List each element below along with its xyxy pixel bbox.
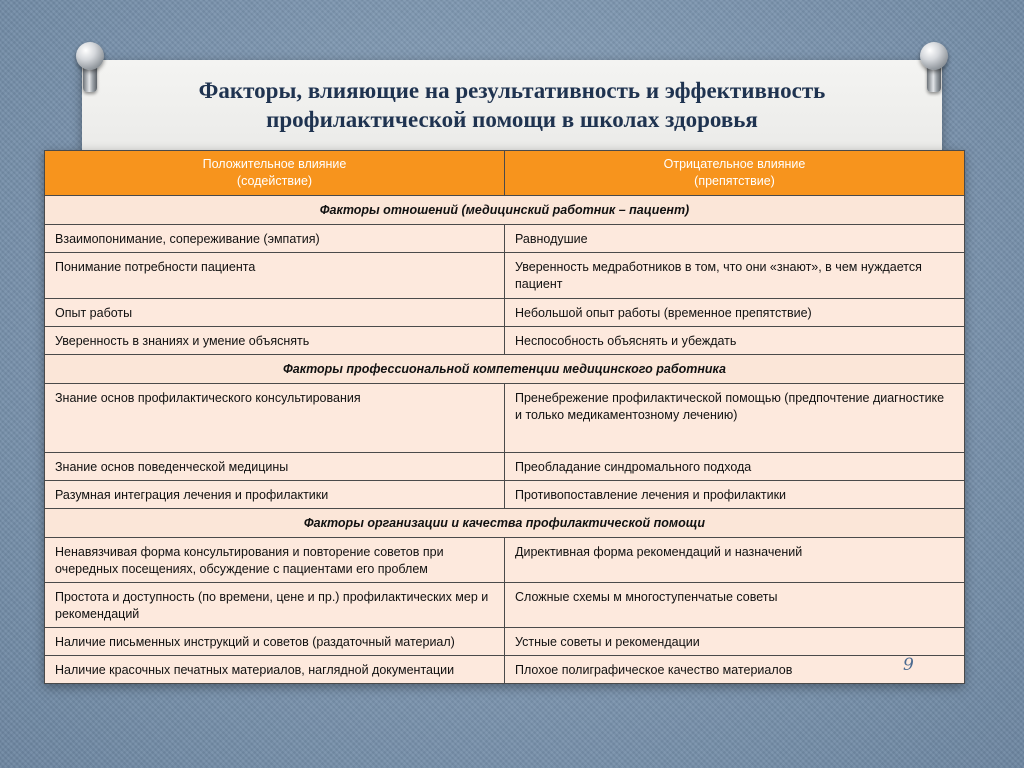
- page-number: 9: [903, 655, 914, 675]
- positive-cell: Простота и доступность (по времени, цене и пр.) профилактических мер и рекомендаций: [45, 583, 505, 628]
- table-row: [45, 628, 965, 656]
- negative-cell: Уверенность медработников в том, что они «знают», в чем нуждается пациент: [505, 253, 965, 299]
- table-row: [45, 583, 965, 628]
- positive-cell: Ненавязчивая форма консультирования и повторение советов при очередных посещениях, обсуждение с пациентами его проблем: [45, 538, 505, 583]
- negative-cell: Директивная форма рекомендаций и назначений: [505, 538, 965, 583]
- slide-title-line-1: Факторы, влияющие на результативность и эффективность: [198, 78, 826, 103]
- negative-cell: Преобладание синдромального подхода: [505, 453, 965, 481]
- section-title: Факторы отношений (медицинский работник – пациент): [45, 196, 965, 225]
- section-title: Факторы организации и качества профилактической помощи: [45, 509, 965, 538]
- positive-cell: Знание основ поведенческой медицины: [45, 453, 505, 481]
- section-title: Факторы профессиональной компетенции медицинского работника: [45, 355, 965, 384]
- pushpin-head: [920, 42, 948, 70]
- negative-cell: Небольшой опыт работы (временное препятствие): [505, 299, 965, 327]
- table-row: [45, 481, 965, 509]
- table-header-row: [45, 151, 965, 196]
- negative-cell: Сложные схемы м многоступенчатые советы: [505, 583, 965, 628]
- table-row: [45, 656, 965, 684]
- header-negative-line-1: Отрицательное влияние: [663, 157, 806, 171]
- negative-cell: Устные советы и рекомендации: [505, 628, 965, 656]
- positive-cell: Взаимопонимание, сопереживание (эмпатия): [45, 225, 505, 253]
- table-row: [45, 327, 965, 355]
- table-row: [45, 384, 965, 453]
- negative-cell: Неспособность объяснять и убеждать: [505, 327, 965, 355]
- positive-cell: Уверенность в знаниях и умение объяснять: [45, 327, 505, 355]
- header-positive-influence: [45, 151, 505, 196]
- positive-cell: Знание основ профилактического консультирования: [45, 384, 505, 453]
- pushpin-head: [76, 42, 104, 70]
- negative-cell: Противопоставление лечения и профилактики: [505, 481, 965, 509]
- section-row-relationship-factors: [45, 196, 965, 225]
- section-row-professional-competence: [45, 355, 965, 384]
- slide-title: [82, 76, 942, 134]
- slide-title-line-2: профилактической помощи в школах здоровья: [266, 107, 758, 132]
- positive-cell: Наличие письменных инструкций и советов (раздаточный материал): [45, 628, 505, 656]
- table-row: [45, 538, 965, 583]
- factors-table-container: [44, 150, 964, 684]
- header-positive-line-1: Положительное влияние: [202, 157, 347, 171]
- header-negative-line-2: (препятствие): [694, 174, 775, 188]
- table-row: [45, 453, 965, 481]
- table-row: [45, 225, 965, 253]
- positive-cell: Понимание потребности пациента: [45, 253, 505, 299]
- factors-table: [44, 150, 965, 684]
- header-negative-influence: [505, 151, 965, 196]
- negative-cell: Плохое полиграфическое качество материалов: [505, 656, 965, 684]
- negative-cell: Пренебрежение профилактической помощью (предпочтение диагностике и только медикаментозному лечению): [505, 384, 965, 453]
- header-positive-line-2: (содействие): [236, 174, 313, 188]
- table-row: [45, 299, 965, 327]
- negative-cell: Равнодушие: [505, 225, 965, 253]
- section-row-organization-quality: [45, 509, 965, 538]
- positive-cell: Опыт работы: [45, 299, 505, 327]
- positive-cell: Наличие красочных печатных материалов, наглядной документации: [45, 656, 505, 684]
- positive-cell: Разумная интеграция лечения и профилактики: [45, 481, 505, 509]
- table-row: [45, 253, 965, 299]
